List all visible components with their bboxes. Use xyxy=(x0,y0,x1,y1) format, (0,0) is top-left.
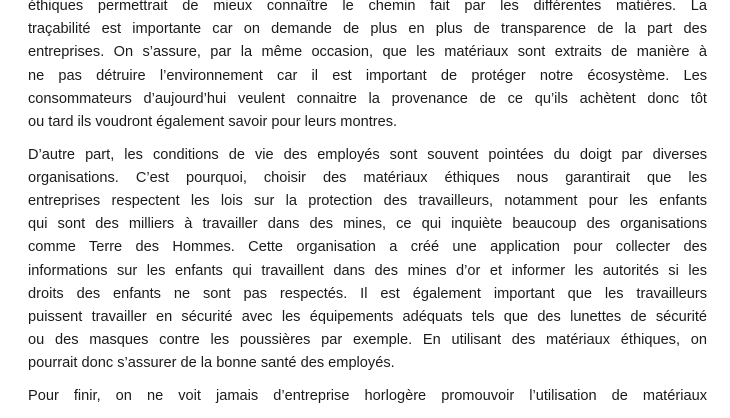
document-body xyxy=(28,0,707,418)
text-line: comme Terre des Hommes. Cette organisation a créé une application pour collecter des xyxy=(28,239,707,256)
text-line: éthiques permettrait de mieux connaître le chemin fait par les différentes matières. La xyxy=(28,0,707,14)
text-line: ne pas détruire l’environnement car il est important de protéger notre écosystème. Les xyxy=(28,67,707,84)
text-line: informations sur les enfants qui travaillent dans des mines d’or et informer les autorités si les xyxy=(28,262,707,279)
text-line: qui sont des milliers à travailler dans des mines, ce qui inquiète beaucoup des organisations xyxy=(28,216,707,233)
text-line: D’autre part, les conditions de vie des employés sont souvent pointées du doigt par diverses xyxy=(28,146,707,163)
text-line: ou des masques contre les poussières par exemple. En utilisant des matériaux éthiques, on xyxy=(28,332,707,349)
text-line: pourrait donc s’assurer de la bonne santé des employés. xyxy=(28,355,395,372)
text-line: ou tard ils voudront également savoir pour leurs montres. xyxy=(28,113,398,130)
paragraph-3 xyxy=(28,385,707,408)
text-line: puissent travailler en sécurité avec les équipements adéquats tels que des lunettes de sécurité xyxy=(28,309,707,326)
text-line: entreprises. On s’assure, par la même occasion, que les matériaux sont extraits de manière à xyxy=(28,44,707,61)
text-line: Pour finir, on ne voit jamais d’entreprise horlogère promouvoir l’utilisation de matériaux xyxy=(28,388,707,405)
text-line: entreprises respectent les lois sur la protection des travailleurs, notamment pour les enfants xyxy=(28,193,707,210)
text-line: traçabilité est importante car on demande de plus en plus de transparence de la part des xyxy=(28,21,707,38)
text-line: organisations. C’est pourquoi, choisir des matériaux éthiques nous garantirait que les xyxy=(28,169,707,186)
paragraph-2 xyxy=(28,144,707,376)
text-line: droits des enfants ne sont pas respectés. Il est également important que les travailleurs xyxy=(28,285,707,302)
text-line: consommateurs d’aujourd’hui veulent connaitre la provenance de ce qu’ils achètent donc tôt xyxy=(28,90,707,107)
paragraph-1 xyxy=(28,0,707,134)
